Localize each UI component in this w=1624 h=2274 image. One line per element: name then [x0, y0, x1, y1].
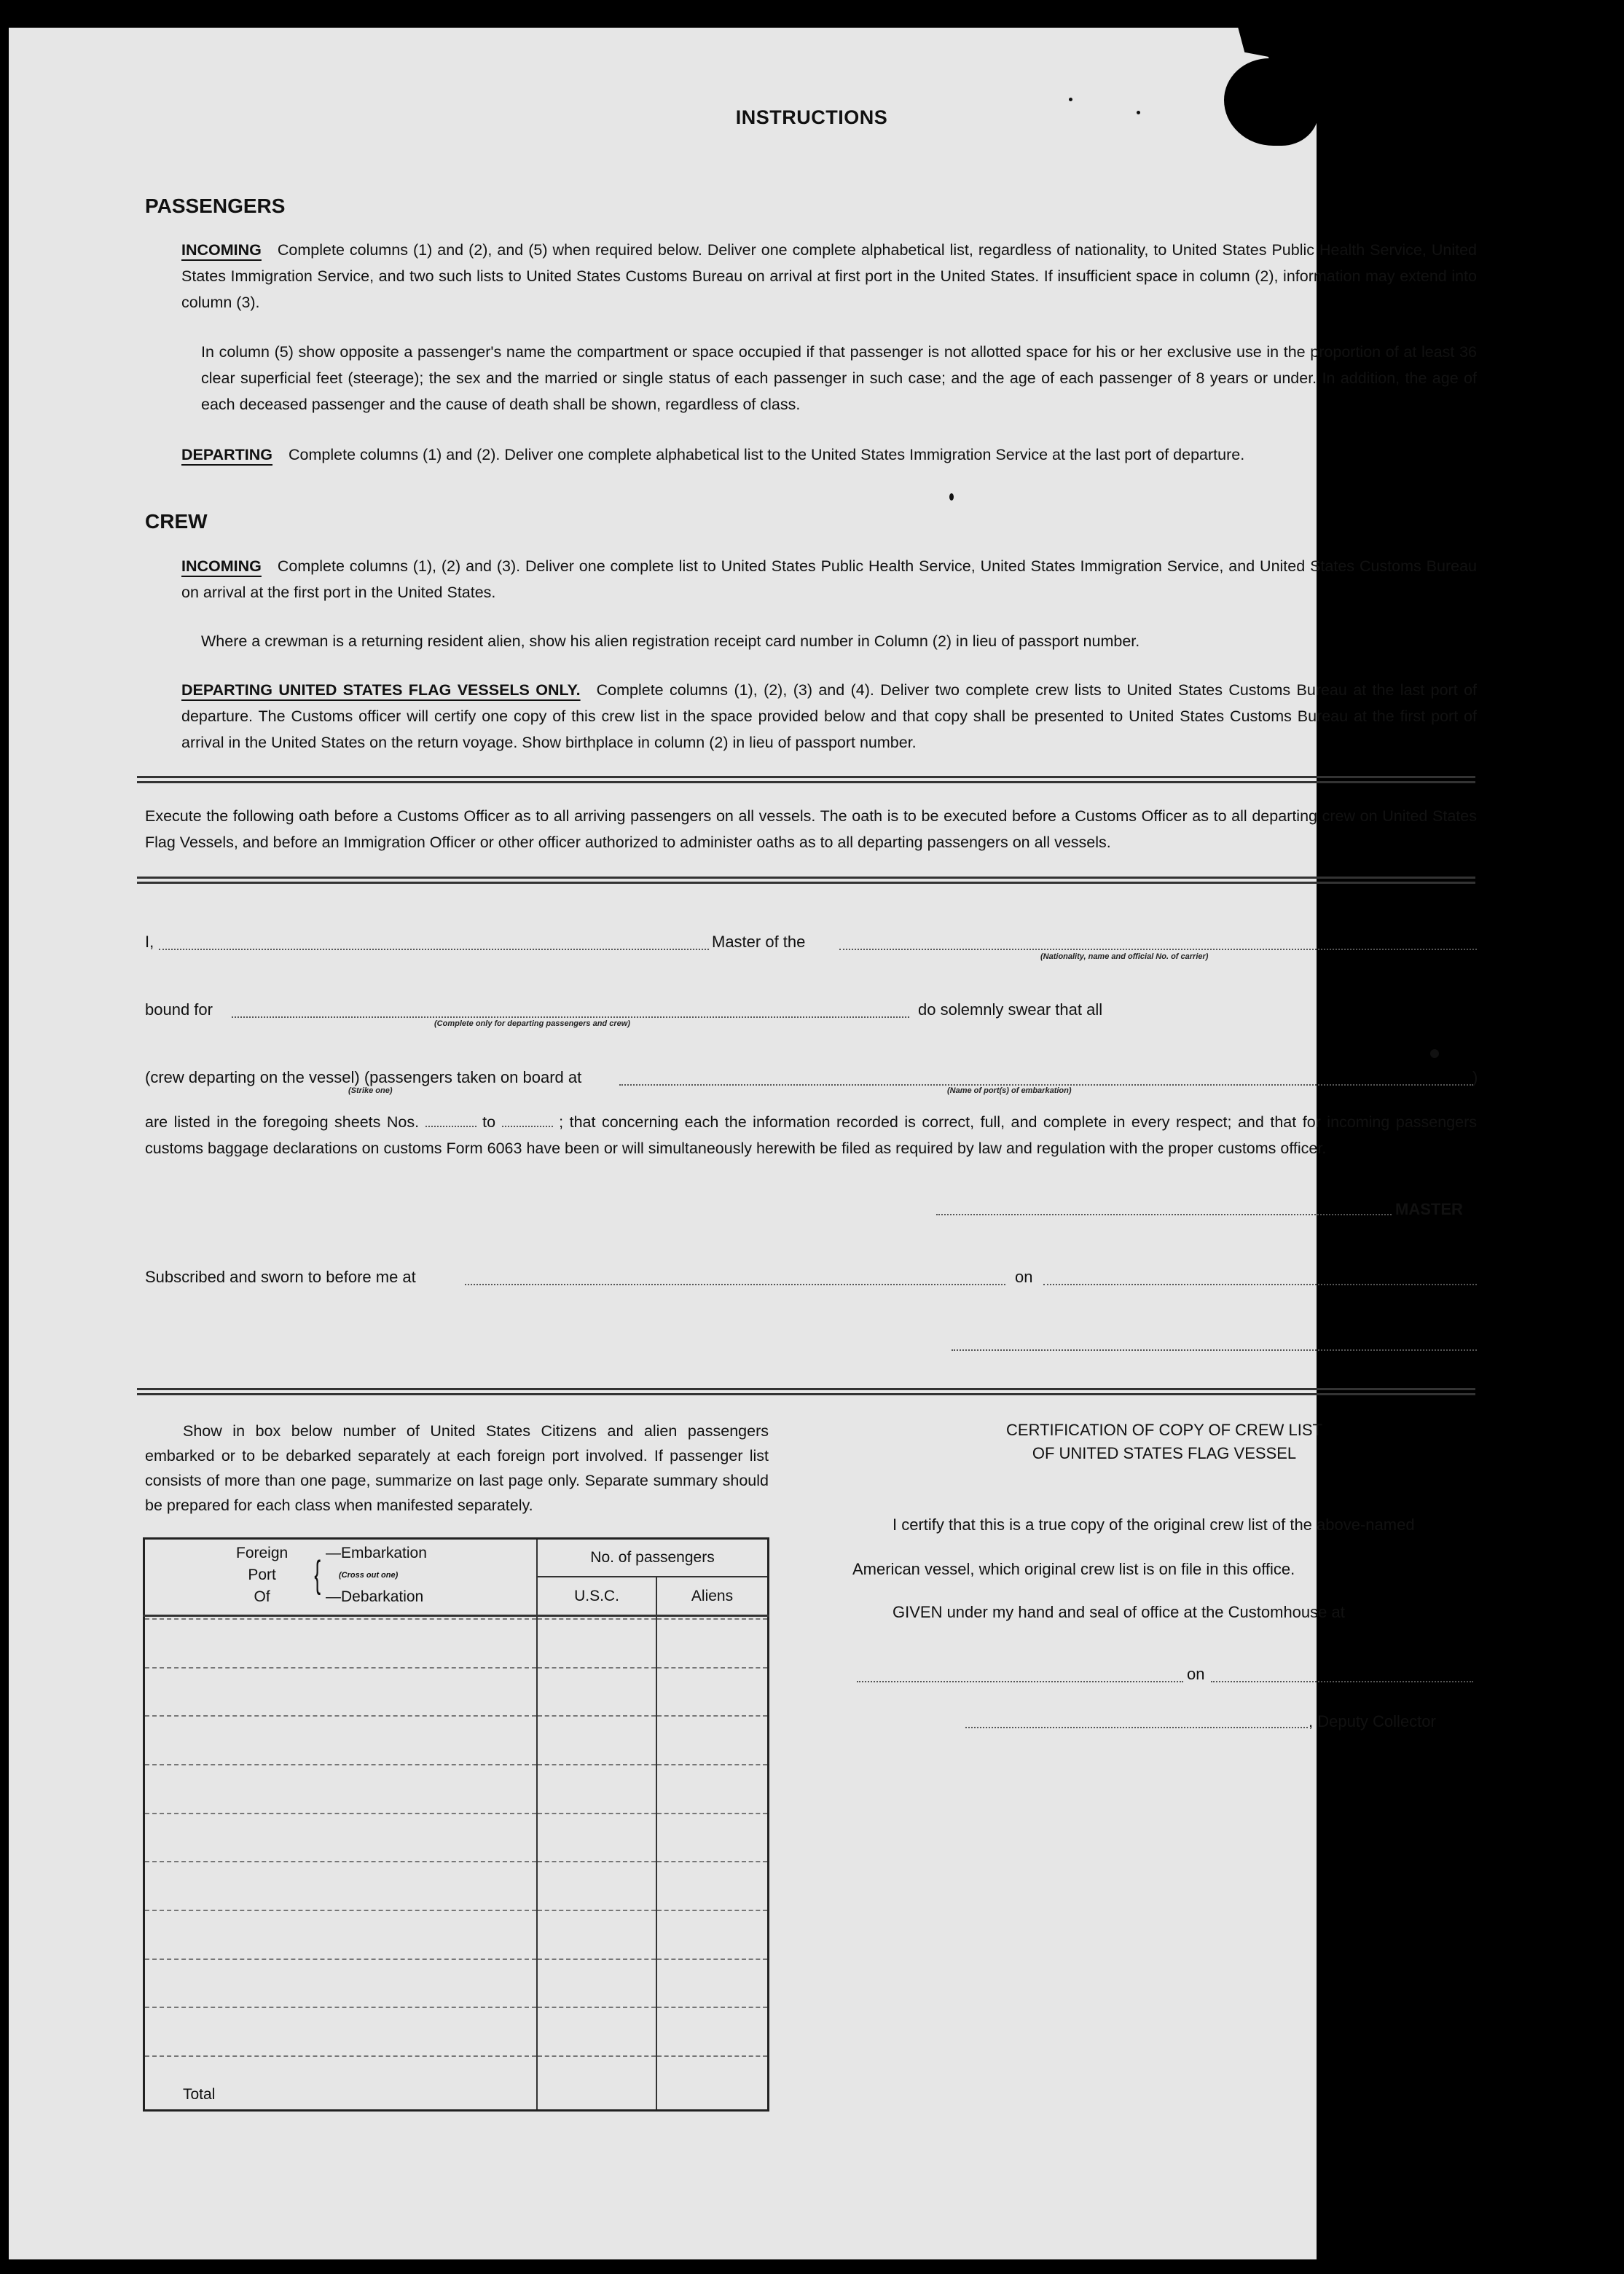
master-of-label: Master of the: [712, 933, 806, 951]
total-row: [144, 2056, 538, 2111]
passengers-column5-text: In column (5) show opposite a passenger's name the compartment or space occupied if that passenger is not allotted space for his or her exclusive use in the proportion of at least 36 clear superficial feet (steerage); the sex and the married or single status of each passenger in such case; and the age of each passenger of 8 years or under. In addition, the age of each deceased passenger and the cause of death shall be shown, regardless of class.: [201, 343, 1477, 413]
certify-line1: I certify that this is a true copy of the original crew list of the above-named: [893, 1516, 1415, 1534]
passengers-departing-paragraph: [181, 442, 1477, 468]
deputy-signature-field[interactable]: [965, 1727, 1308, 1728]
ports-note: (Name of port(s) of embarkation): [947, 1086, 1072, 1095]
table-row[interactable]: [144, 1716, 538, 1765]
crew-resident-text: Where a crewman is a returning resident alien, show his alien registration receipt card number in Column (2) in lieu of passport number.: [201, 632, 1140, 650]
of-label: Of: [254, 1588, 270, 1605]
master-signature-field[interactable]: [936, 1214, 1392, 1215]
divider: [137, 776, 1475, 783]
usc-header: U.S.C.: [537, 1577, 656, 1615]
crew-incoming-paragraph: [181, 553, 1477, 605]
listed-to: to: [482, 1113, 496, 1131]
passenger-summary-table: [143, 1537, 769, 2112]
table-row[interactable]: [144, 1765, 538, 1814]
ink-mark: [1069, 98, 1072, 101]
nationality-note: (Nationality, name and official No. of carrier): [1040, 952, 1209, 961]
oath-i-label: I,: [145, 933, 154, 951]
summary-intro: Show in box below number of United States Citizens and alien passengers embarked or to be debarked separately at each foreign port involved. If passenger list consists of more than one page, summarize on last page only. Separate summary should be prepared for each class when manifested separately.: [145, 1422, 769, 1514]
certify-line2: American vessel, which original crew list is on file in this office.: [852, 1560, 1295, 1578]
port-header-cell: [144, 1539, 538, 1616]
subscribed-label: Subscribed and sworn to before me at: [145, 1268, 416, 1286]
strike-note: (Strike one): [348, 1086, 393, 1095]
certify-date-field[interactable]: [1211, 1681, 1473, 1682]
master-signature-label: MASTER: [1395, 1200, 1463, 1218]
bound-for-label: bound for: [145, 1000, 213, 1019]
customhouse-field[interactable]: [857, 1681, 1183, 1682]
subscribed-date-field[interactable]: [1043, 1284, 1477, 1285]
passengers-incoming-label: INCOMING: [181, 241, 262, 259]
close-paren: ): [1472, 1068, 1478, 1086]
certification-title-line1: CERTIFICATION OF COPY OF CREW LIST: [1006, 1421, 1322, 1439]
passengers-heading: PASSENGERS: [145, 195, 286, 217]
sheet-from-field[interactable]: [425, 1126, 476, 1127]
passengers-incoming-text: Complete columns (1) and (2), and (5) when required below. Deliver one complete alphabetical list, regardless of nationality, to United States Public Health Service, United States Immigration Service, and two such lists to United States Customs Bureau on arrival at first port in the United States. If insufficient space in column (2), information may extend into column (3).: [181, 241, 1477, 311]
certify-line3: GIVEN under my hand and seal of office at the Customhouse at: [893, 1603, 1345, 1621]
certify-on-label: on: [1187, 1665, 1205, 1683]
debarkation-label: —Debarkation: [326, 1588, 424, 1605]
crew-departing-text: (crew departing on the vessel) (passengers taken on board at: [145, 1068, 582, 1086]
certification-title-line2: OF UNITED STATES FLAG VESSEL: [1032, 1444, 1297, 1462]
port-label: Port: [248, 1567, 276, 1583]
aliens-header: Aliens: [656, 1577, 769, 1615]
carrier-field[interactable]: [839, 949, 1477, 950]
listed-text-a: are listed in the foregoing sheets Nos.: [145, 1113, 420, 1131]
crew-departing-label: DEPARTING UNITED STATES FLAG VESSELS ONLY.: [181, 681, 581, 699]
table-row[interactable]: [144, 1814, 538, 1862]
ink-mark: [1137, 111, 1140, 114]
oath-intro: Execute the following oath before a Customs Officer as to all arriving passengers on all vessels. The oath is to be executed before a Customs Officer as to all departing crew on United States Flag Vessels, and before an Immigration Officer or other officer authorized to administer oaths as to all departing passengers on all vessels.: [145, 807, 1477, 851]
passengers-incoming-paragraph: [181, 237, 1477, 315]
crew-incoming-text: Complete columns (1), (2) and (3). Deliver one complete list to United States Public Health Service, United States Immigration Service, and United States Customs Bureau on arrival at the first port in the United States.: [181, 557, 1477, 601]
swear-text: do solemnly swear that all: [918, 1000, 1103, 1019]
listed-text-b: ; that concerning each the information recorded is correct, full, and complete in every respect; and that for incoming passengers customs baggage declarations on customs Form 6063 have been or will simultaneously herewith be filed as required by law and regulation with the proper customs officer.: [145, 1113, 1478, 1157]
ports-field[interactable]: [619, 1084, 1473, 1086]
page-title: INSTRUCTIONS: [735, 106, 888, 128]
table-row[interactable]: [144, 1668, 538, 1717]
total-usc-cell[interactable]: [537, 2056, 656, 2111]
listed-paragraph: [145, 1109, 1477, 1161]
crew-departing-text: Complete columns (1), (2), (3) and (4). Deliver two complete crew lists to United States Customs Bureau at the last port of departure. The Customs officer will certify one copy of this crew list in the space provided below and that copy shall be presented to United States Customs Bureau at the first port of arrival in the United States on the return voyage. Show birthplace in column (2) in lieu of passport number.: [181, 681, 1477, 751]
table-row[interactable]: [144, 1619, 538, 1668]
passengers-departing-text: Complete columns (1) and (2). Deliver one complete alphabetical list to the United States Immigration Service at the last port of departure.: [289, 446, 1245, 463]
deputy-collector-label: , Deputy Collector: [1309, 1712, 1436, 1730]
certification-title: [852, 1419, 1476, 1465]
crew-departing-paragraph: [181, 677, 1477, 756]
foreign-label: Foreign: [236, 1545, 289, 1561]
divider: [137, 877, 1475, 884]
no-passengers-header: No. of passengers: [537, 1539, 769, 1577]
divider: [137, 1388, 1475, 1395]
table-row[interactable]: [144, 2007, 538, 2056]
subscribed-on-label: on: [1015, 1268, 1033, 1286]
ink-mark: [1430, 1049, 1439, 1058]
subscribed-place-field[interactable]: [465, 1284, 1005, 1285]
officer-signature-field[interactable]: [952, 1349, 1477, 1351]
sheet-to-field[interactable]: [502, 1126, 553, 1127]
master-name-field[interactable]: [159, 949, 709, 950]
brace-icon: {: [314, 1553, 321, 1596]
table-row[interactable]: [144, 1862, 538, 1910]
complete-note: (Complete only for departing passengers and crew): [434, 1019, 630, 1028]
embarkation-label: —Embarkation: [326, 1545, 427, 1561]
crew-incoming-label: INCOMING: [181, 557, 262, 575]
crew-heading: CREW: [145, 510, 208, 533]
passengers-departing-label: DEPARTING: [181, 446, 273, 463]
torn-corner: [1224, 58, 1319, 146]
ink-mark: [949, 493, 954, 501]
table-row[interactable]: [144, 1959, 538, 2008]
total-label: Total: [183, 2086, 216, 2103]
total-aliens-cell[interactable]: [656, 2056, 769, 2111]
bound-for-field[interactable]: [232, 1016, 909, 1018]
cross-out-note: (Cross out one): [339, 1571, 399, 1580]
table-row[interactable]: [144, 1910, 538, 1959]
